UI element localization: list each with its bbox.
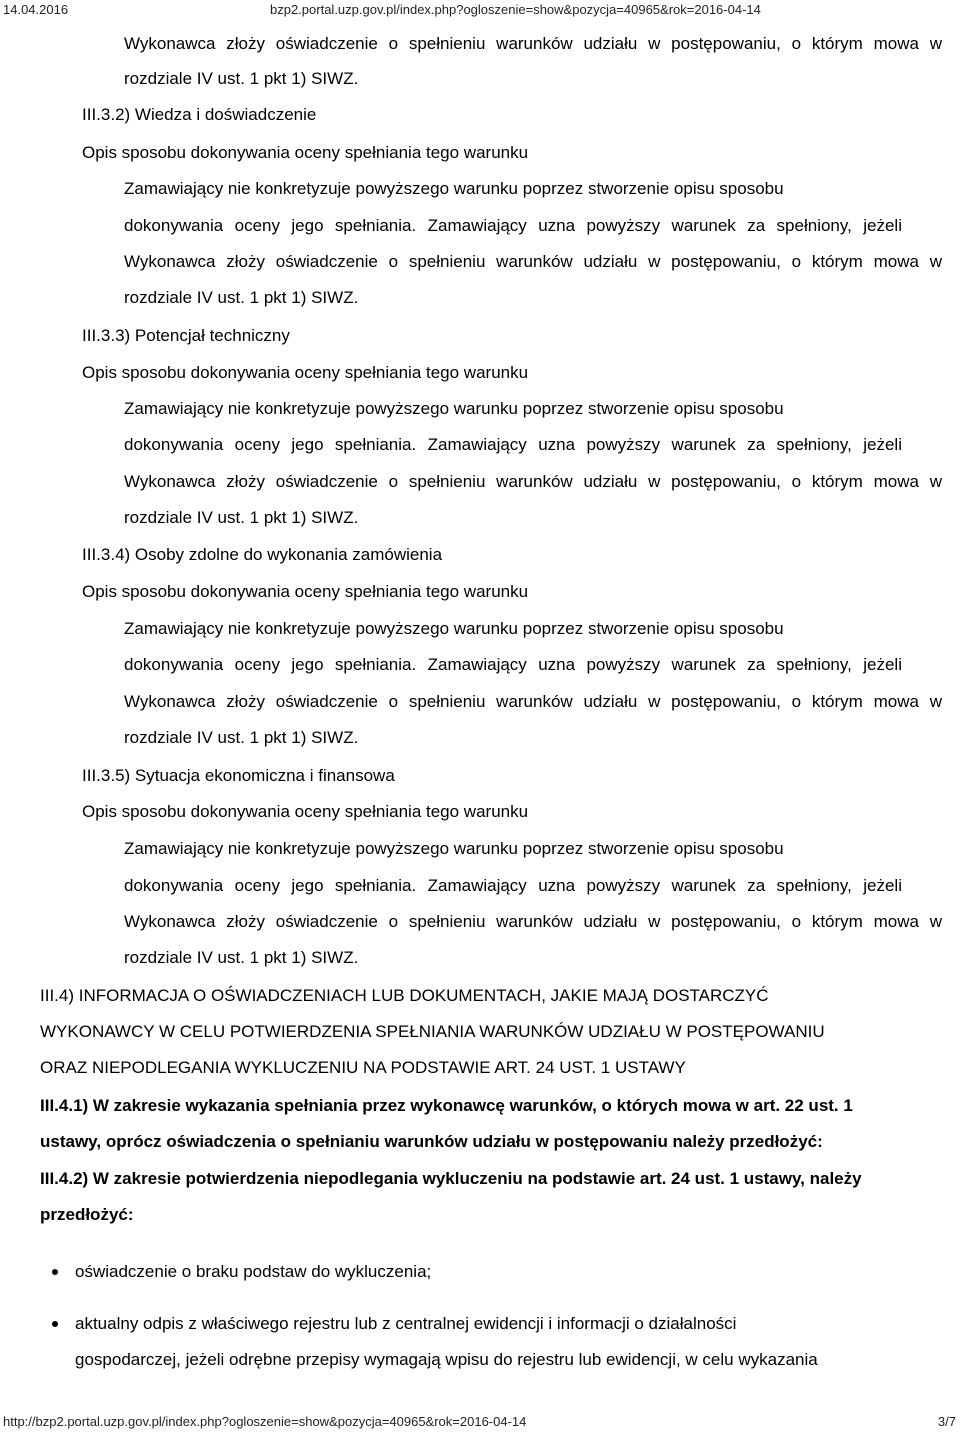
section-heading: III.3.4) Osoby zdolne do wykonania zamówienia — [82, 545, 443, 564]
body-line: Zamawiający nie konkretyzuje powyższego warunku poprzez stworzenie opisu sposobu — [124, 179, 784, 198]
section-subheading: Opis sposobu dokonywania oceny spełniania tego warunku — [82, 802, 529, 821]
body-line: Wykonawca złoży oświadczenie o spełnieniu warunków udziału w postępowaniu, o którym mowa w — [124, 252, 942, 271]
subsection-text: przedłożyć: — [40, 1205, 134, 1224]
section-heading: III.4) INFORMACJA O OŚWIADCZENIACH LUB DOKUMENTACH, JAKIE MAJĄ DOSTARCZYĆ — [40, 986, 769, 1005]
section-heading: ORAZ NIEPODLEGANIA WYKLUCZENIU NA PODSTAWIE ART. 24 UST. 1 USTAWY — [40, 1058, 686, 1077]
body-line: rozdziale IV ust. 1 pkt 1) SIWZ. — [124, 948, 359, 967]
body-line: rozdziale IV ust. 1 pkt 1) SIWZ. — [124, 69, 359, 88]
section-subheading: Opis sposobu dokonywania oceny spełniania tego warunku — [82, 582, 529, 601]
print-footer-url: http://bzp2.portal.uzp.gov.pl/index.php?ogloszenie=show&pozycja=40965&rok=2016-04-14 — [3, 1414, 527, 1429]
section-heading: III.3.2) Wiedza i doświadczenie — [82, 105, 317, 124]
body-line: dokonywania oceny jego spełniania. Zamawiający uzna powyższy warunek za spełniony, jeżeli — [124, 216, 902, 235]
list-item-continuation: gospodarczej, jeżeli odrębne przepisy wymagają wpisu do rejestru lub ewidencji, w celu wykazania — [75, 1350, 818, 1369]
subsection-text: ustawy, oprócz oświadczenia o spełnianiu warunków udziału w postępowaniu należy przedłożyć: — [40, 1132, 823, 1151]
section-subheading: Opis sposobu dokonywania oceny spełniania tego warunku — [82, 363, 529, 382]
body-line: rozdziale IV ust. 1 pkt 1) SIWZ. — [124, 728, 359, 747]
body-line: dokonywania oceny jego spełniania. Zamawiający uzna powyższy warunek za spełniony, jeżeli — [124, 876, 902, 895]
body-line: Wykonawca złoży oświadczenie o spełnieniu warunków udziału w postępowaniu, o którym mowa w — [124, 912, 942, 931]
print-date: 14.04.2016 — [3, 2, 69, 17]
bullet-icon — [52, 1321, 58, 1327]
section-heading: WYKONAWCY W CELU POTWIERDZENIA SPEŁNIANIA WARUNKÓW UDZIAŁU W POSTĘPOWANIU — [40, 1022, 825, 1041]
subsection-text: III.4.2) W zakresie potwierdzenia niepodlegania wykluczeniu na podstawie art. 24 ust. 1 ustawy, należy — [40, 1169, 862, 1188]
body-line: Zamawiający nie konkretyzuje powyższego warunku poprzez stworzenie opisu sposobu — [124, 619, 784, 638]
section-heading: III.3.5) Sytuacja ekonomiczna i finansowa — [82, 766, 395, 785]
print-header-url: bzp2.portal.uzp.gov.pl/index.php?ogloszenie=show&pozycja=40965&rok=2016-04-14 — [270, 2, 761, 17]
list-item: aktualny odpis z właściwego rejestru lub z centralnej ewidencji i informacji o działalności — [75, 1314, 737, 1333]
body-line: rozdziale IV ust. 1 pkt 1) SIWZ. — [124, 508, 359, 527]
body-line: Wykonawca złoży oświadczenie o spełnieniu warunków udziału w postępowaniu, o którym mowa w — [124, 34, 942, 53]
section-heading: III.3.3) Potencjał techniczny — [82, 326, 290, 345]
bullet-icon — [52, 1269, 58, 1275]
page-number: 3/7 — [937, 1414, 956, 1429]
body-line: Wykonawca złoży oświadczenie o spełnieniu warunków udziału w postępowaniu, o którym mowa w — [124, 692, 942, 711]
body-line: Zamawiający nie konkretyzuje powyższego warunku poprzez stworzenie opisu sposobu — [124, 399, 784, 418]
body-line: Zamawiający nie konkretyzuje powyższego warunku poprzez stworzenie opisu sposobu — [124, 839, 784, 858]
body-line: rozdziale IV ust. 1 pkt 1) SIWZ. — [124, 288, 359, 307]
list-item: oświadczenie o braku podstaw do wykluczenia; — [75, 1262, 432, 1281]
subsection-text: III.4.1) W zakresie wykazania spełniania przez wykonawcę warunków, o których mowa w art. 22 ust. 1 — [40, 1096, 853, 1115]
section-subheading: Opis sposobu dokonywania oceny spełniania tego warunku — [82, 143, 529, 162]
body-line: dokonywania oceny jego spełniania. Zamawiający uzna powyższy warunek za spełniony, jeżeli — [124, 435, 902, 454]
body-line: Wykonawca złoży oświadczenie o spełnieniu warunków udziału w postępowaniu, o którym mowa w — [124, 472, 942, 491]
body-line: dokonywania oceny jego spełniania. Zamawiający uzna powyższy warunek za spełniony, jeżeli — [124, 655, 902, 674]
